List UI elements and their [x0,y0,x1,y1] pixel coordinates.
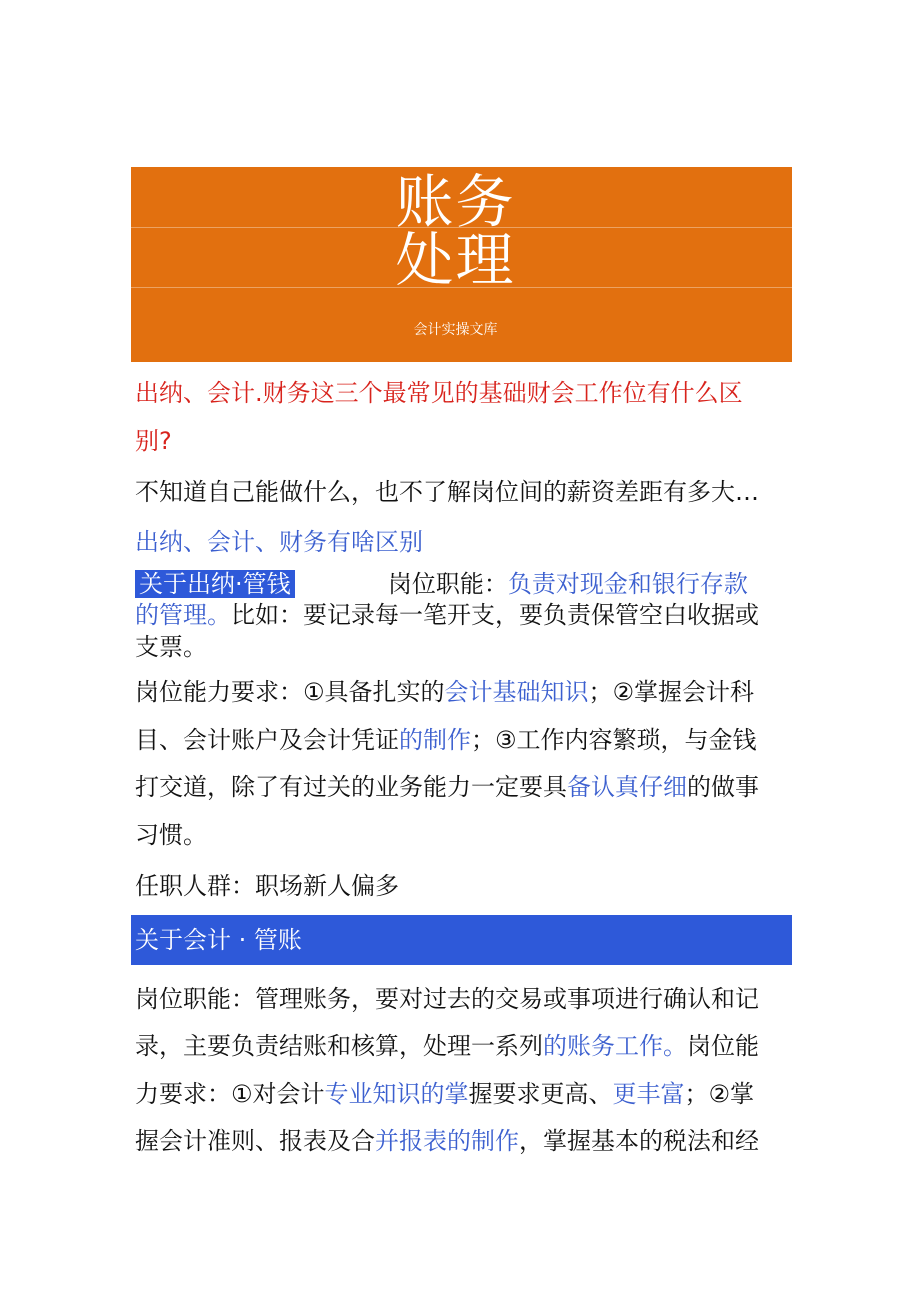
accountant-banner: 关于会计 · 管账 [131,915,792,965]
accountant-line1: 岗位职能：管理账务，要对过去的交易或事项进行确认和记 [135,985,759,1013]
acc-link[interactable]: 更丰富 [612,1080,685,1108]
acc-text: 录，主要负责结账和核算，处理一系列 [135,1032,543,1060]
cover-banner [131,167,792,362]
acc-link[interactable]: 专业知识的掌 [324,1080,469,1108]
cashier-req-line4: 习惯。 [135,821,207,849]
section-heading: 出纳、会计、财务有啥区别 [135,528,423,556]
cashier-duty-line3: 支票。 [135,633,207,661]
req-link[interactable]: 的制作 [399,726,471,754]
cover-subtitle: 会计实操文库 [413,322,498,338]
acc-text: ，掌握基本的税法和经 [519,1127,759,1155]
cashier-tag: 关于出纳·管钱 [135,570,295,598]
cashier-req-line3 [135,772,759,802]
duty-text: 比如：要记录每一笔开支，要负责保管空白收据或 [231,601,759,629]
req-text: 打交道，除了有过关的业务能力一定要具 [135,773,567,801]
cashier-req-line1 [135,677,754,707]
cashier-duty-line2 [135,600,759,630]
duty-label: 岗位职能： [387,570,508,598]
cashier-crowd: 任职人群：职场新人偏多 [135,872,399,900]
cashier-req-line2 [135,725,757,755]
req-text: 岗位能力要求：①具备扎实的 [135,678,445,706]
question-line2: 别? [135,427,172,455]
accountant-line2 [135,1031,759,1061]
req-text: 的做事 [687,773,759,801]
cashier-duty-line [135,569,748,599]
acc-text: 力要求：①对会计 [135,1080,325,1108]
req-link[interactable]: 备认真仔细 [567,773,687,801]
question-line1: 出纳、会计.财务这三个最常见的基础财会工作位有什么区 [135,379,743,407]
accountant-line3 [135,1079,754,1109]
req-link[interactable]: 会计基础知识 [444,678,589,706]
acc-text: 岗位能 [687,1032,759,1060]
intro-text: 不知道自己能做什么，也不了解岗位间的薪资差距有多大… [135,478,759,506]
cover-title-line2: 处理 [395,226,516,294]
req-text: ；②掌握会计科 [588,678,755,706]
acc-text: ；②掌 [684,1080,755,1108]
duty-link[interactable]: 负责对现金和银行存款 [507,570,748,598]
acc-link[interactable]: 并报表的制作 [375,1127,519,1155]
duty-link-cont[interactable]: 的管理。 [135,601,231,629]
accountant-line4 [135,1126,759,1156]
acc-link[interactable]: 的账务工作。 [543,1032,687,1060]
cover-title-line1: 账务 [395,168,516,236]
req-text: ；③工作内容繁琐，与金钱 [471,726,757,754]
acc-text: 握要求更高、 [468,1080,613,1108]
req-text: 目、会计账户及会计凭证 [135,726,399,754]
acc-text: 握会计准则、报表及合 [135,1127,375,1155]
